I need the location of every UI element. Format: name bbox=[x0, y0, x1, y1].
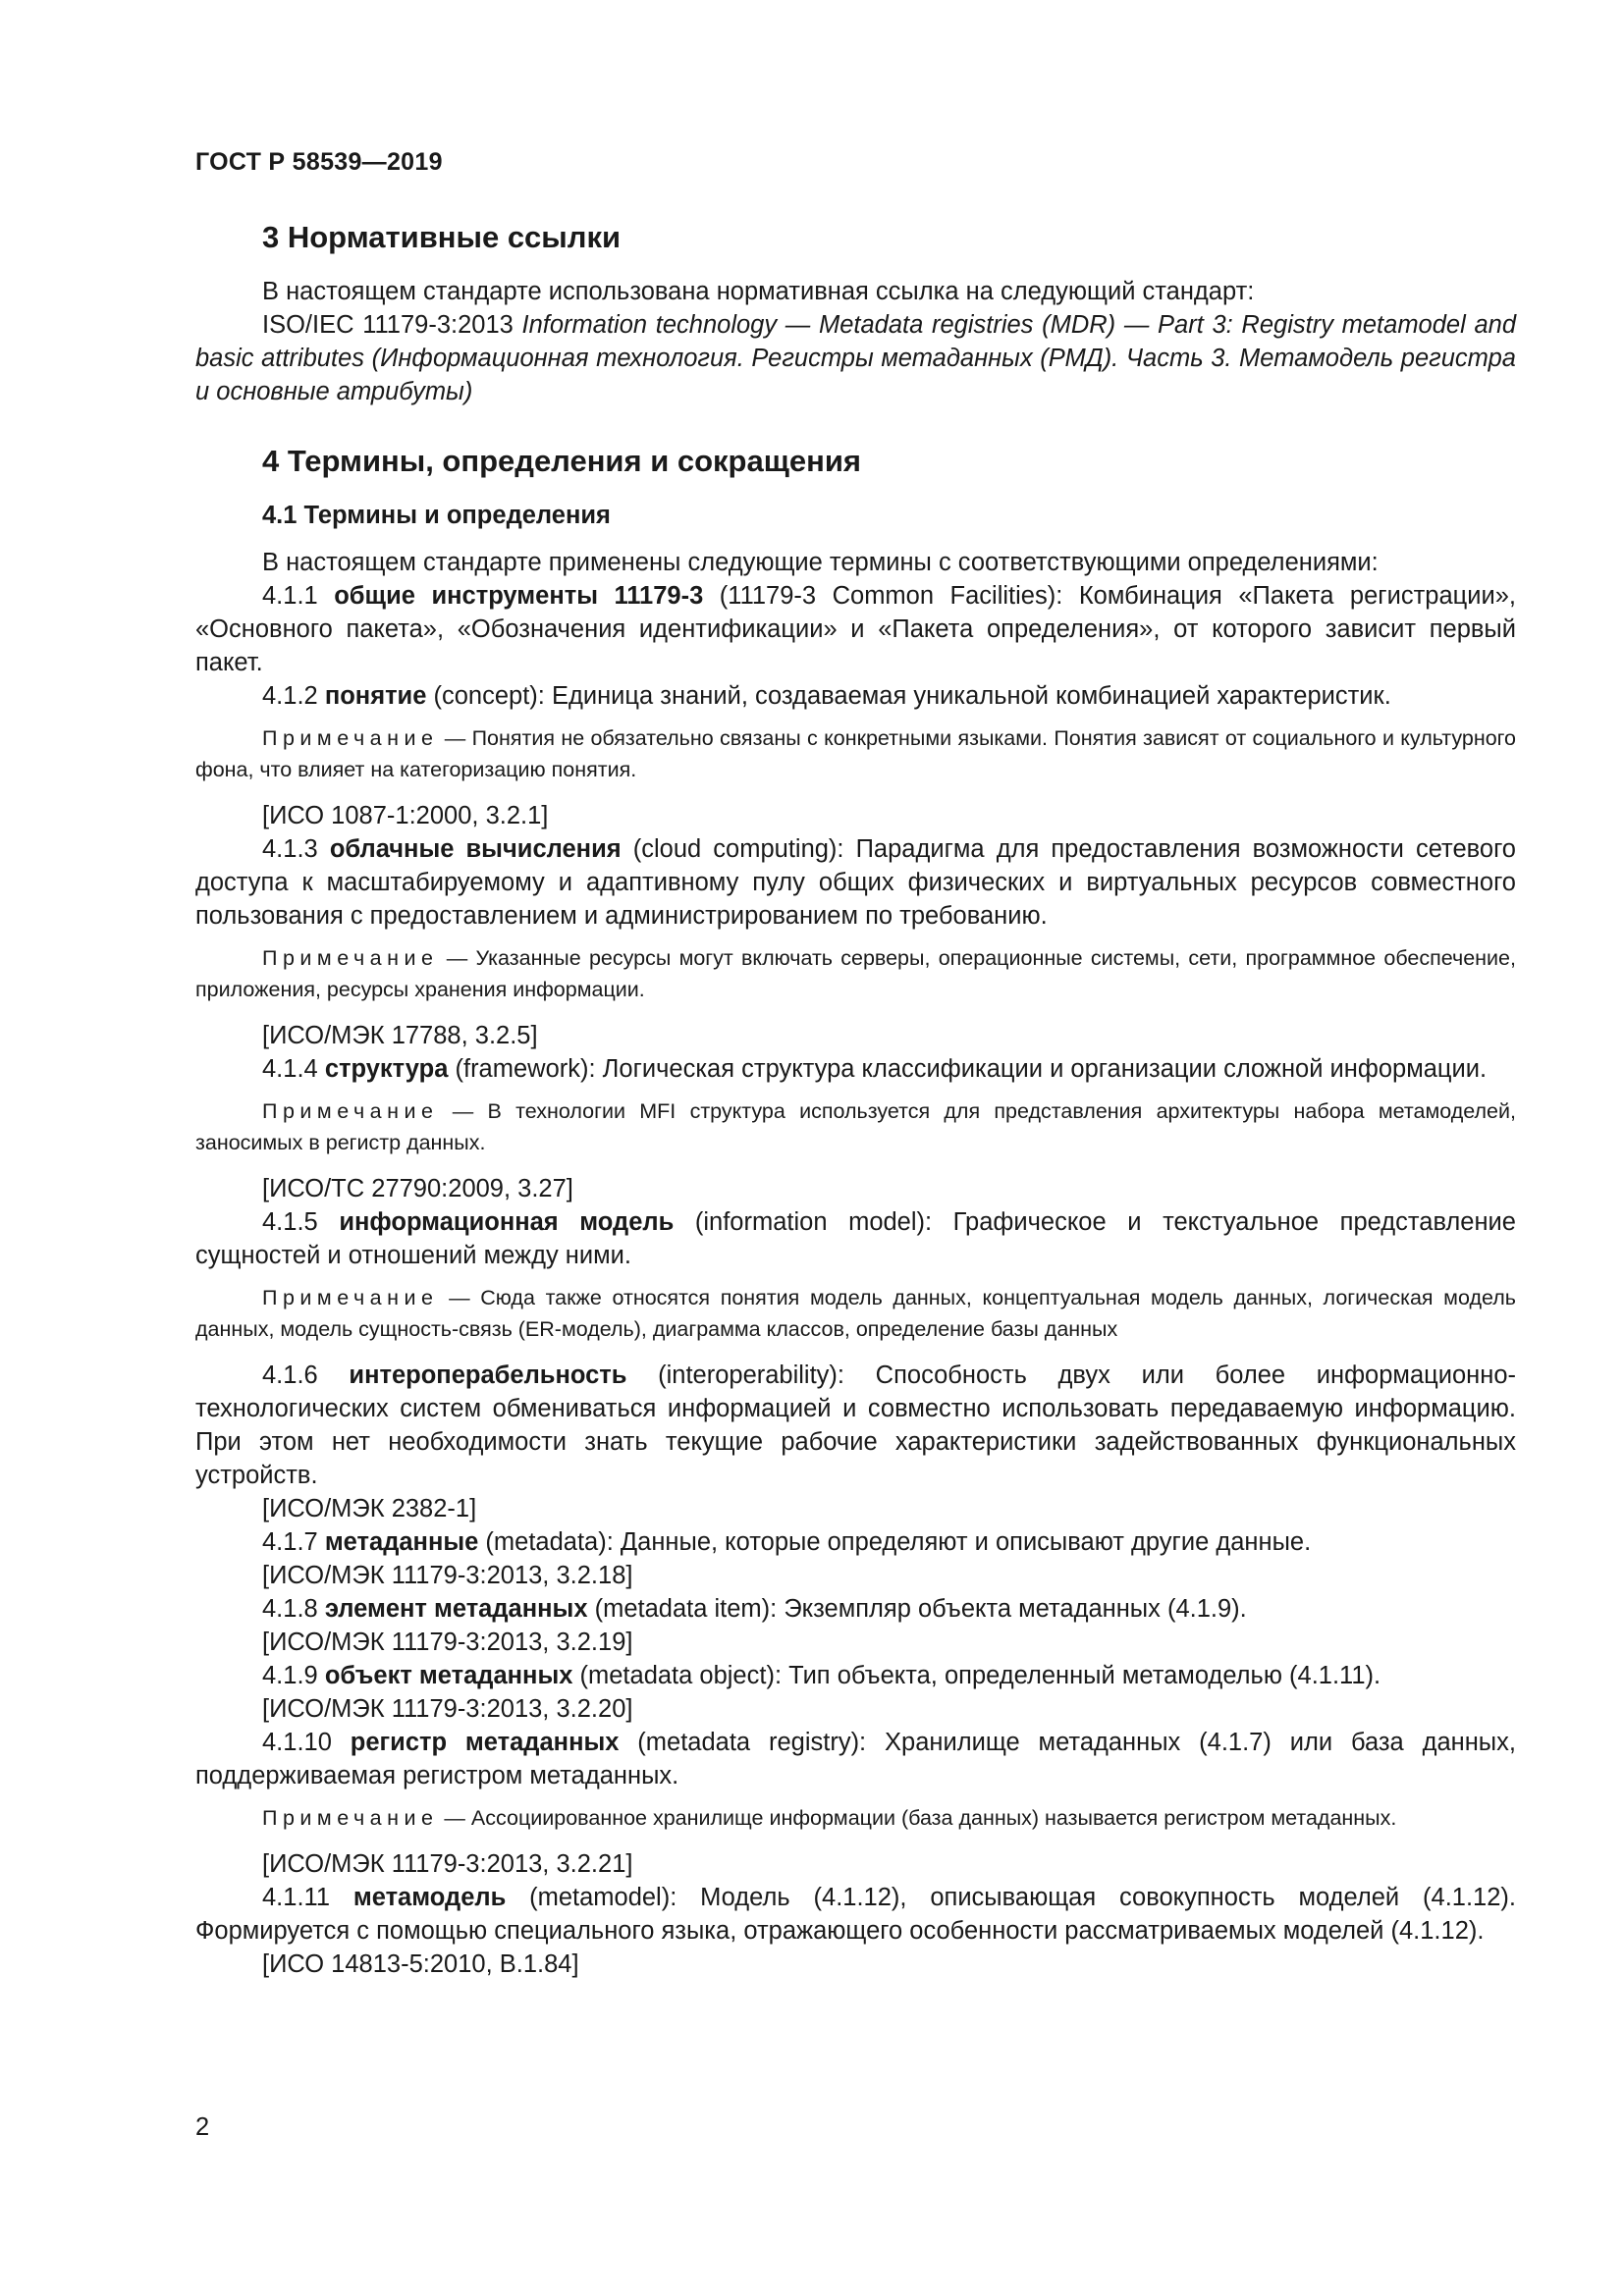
term-entry bbox=[195, 1726, 1516, 1792]
term-number: 4.1.11 bbox=[262, 1884, 331, 1911]
term-entry bbox=[195, 1525, 1516, 1559]
term-entry bbox=[195, 1052, 1516, 1086]
term-entry bbox=[195, 579, 1516, 679]
term-number: 4.1.7 bbox=[262, 1528, 318, 1556]
note-label: Примечание bbox=[262, 726, 439, 750]
term-definition: (metadata): Данные, которые определяют и описывают другие данные. bbox=[478, 1528, 1312, 1556]
term-number: 4.1.3 bbox=[262, 835, 318, 863]
term-definition: (interoperability): Способность двух или более информационно-технологических систем обмениваться информацией и совместно использовать передаваемую информацию. При этом нет необходимости знать текущие рабочие характеристики задействованных функциональных устройств. bbox=[195, 1362, 1516, 1489]
term-name: облачные вычисления bbox=[329, 835, 622, 863]
term-number: 4.1.1 bbox=[262, 582, 318, 610]
section-4-intro: В настоящем стандарте применены следующие термины с соответствующими определениями: bbox=[262, 549, 1379, 576]
term-definition: (metadata item): Экземпляр объекта метаданных (4.1.9). bbox=[587, 1595, 1247, 1623]
term-number: 4.1.4 bbox=[262, 1055, 318, 1083]
term-name: информационная модель bbox=[339, 1208, 675, 1236]
term-source: [ИСО/МЭК 11179-3:2013, 3.2.18] bbox=[262, 1562, 633, 1589]
note-label: Примечание bbox=[262, 1286, 439, 1309]
term-entry bbox=[195, 1205, 1516, 1272]
term-name: метамодель bbox=[352, 1884, 507, 1911]
term-entry bbox=[195, 832, 1516, 933]
term-name: понятие bbox=[324, 682, 427, 710]
term-definition: (framework): Логическая структура классификации и организации сложной информации. bbox=[448, 1055, 1488, 1083]
term-definition: (information model): Графическое и текстуальное представление сущностей и отношений между ними. bbox=[195, 1208, 1516, 1269]
section-3-intro: В настоящем стандарте использована нормативная ссылка на следующий стандарт: bbox=[262, 278, 1255, 305]
reference-title-en: Information technology — Metadata registries (MDR) — Part 3: Registry metamodel and basic attributes bbox=[195, 311, 1516, 372]
page-content bbox=[195, 218, 1516, 1981]
term-definition: (11179-3 Common Facilities): Комбинация «Пакета регистрации», «Основного пакета», «Обозначения идентификации» и «Пакета определения», от которого зависит первый пакет. bbox=[195, 582, 1516, 676]
term-entry bbox=[195, 1592, 1516, 1626]
term-name: метаданные bbox=[324, 1528, 479, 1556]
term-definition: (metadata registry): Хранилище метаданных (4.1.7) или база данных, поддерживаемая регистром метаданных. bbox=[195, 1729, 1516, 1789]
term-entry bbox=[195, 1359, 1516, 1492]
term-definition: (metadata object): Тип объекта, определенный метамоделью (4.1.11). bbox=[572, 1662, 1381, 1689]
section-3-heading: 3 Нормативные ссылки bbox=[262, 220, 622, 254]
note-text: — Понятия не обязательно связаны с конкретными языками. Понятия зависят от социального и культурного фона, что влияет на категоризацию понятия. bbox=[195, 726, 1516, 781]
reference-title-ru: (Информационная технология. Регистры метаданных (РМД). Часть 3. Метамодель регистра и основные атрибуты) bbox=[195, 345, 1516, 405]
term-source: [ИСО/МЭК 17788, 3.2.5] bbox=[262, 1022, 538, 1049]
reference-code: ISO/IEC 11179-3:2013 bbox=[262, 311, 514, 339]
term-note bbox=[195, 1095, 1516, 1158]
term-number: 4.1.2 bbox=[262, 682, 318, 710]
term-note bbox=[195, 722, 1516, 785]
term-number: 4.1.9 bbox=[262, 1662, 318, 1689]
page-number: 2 bbox=[195, 2113, 210, 2141]
term-entry bbox=[195, 1659, 1516, 1692]
term-definition: (metamodel): Модель (4.1.12), описывающая совокупность моделей (4.1.12). Формируется с помощью специального языка, отражающего особенности рассматриваемых моделей (4.1.12). bbox=[195, 1884, 1516, 1945]
term-source: [ИСО/МЭК 11179-3:2013, 3.2.20] bbox=[262, 1695, 633, 1723]
term-definition: (cloud computing): Парадигма для предоставления возможности сетевого доступа к масштабируемому и адаптивному пулу общих физических и виртуальных ресурсов совместного пользования с предоставлением и администрированием по требованию. bbox=[195, 835, 1516, 930]
note-label: Примечание bbox=[262, 946, 439, 970]
term-source: [ИСО/МЭК 2382-1] bbox=[262, 1495, 477, 1522]
term-note bbox=[195, 942, 1516, 1005]
term-name: структура bbox=[324, 1055, 449, 1083]
term-name: регистр метаданных bbox=[350, 1729, 620, 1756]
term-name: элемент метаданных bbox=[324, 1595, 588, 1623]
note-label: Примечание bbox=[262, 1806, 439, 1830]
term-name: общие инструменты 11179-3 bbox=[334, 582, 704, 610]
term-source: [ИСО/МЭК 11179-3:2013, 3.2.21] bbox=[262, 1850, 633, 1878]
term-definition: (concept): Единица знаний, создаваемая уникальной комбинацией характеристик. bbox=[426, 682, 1391, 710]
note-text: — В технологии MFI структура используется для представления архитектуры набора метамоделей, заносимых в регистр данных. bbox=[195, 1099, 1516, 1154]
term-number: 4.1.6 bbox=[262, 1362, 318, 1389]
term-note bbox=[195, 1282, 1516, 1345]
note-text: — Ассоциированное хранилище информации (база данных) называется регистром метаданных. bbox=[438, 1806, 1397, 1830]
subsection-4-1-heading: 4.1 Термины и определения bbox=[262, 502, 611, 529]
section-4-heading: 4 Термины, определения и сокращения bbox=[262, 444, 861, 478]
term-name: интероперабельность bbox=[349, 1362, 627, 1389]
term-entry bbox=[195, 679, 1516, 713]
normative-reference bbox=[195, 308, 1516, 408]
term-number: 4.1.5 bbox=[262, 1208, 318, 1236]
term-source: [ИСО 1087-1:2000, 3.2.1] bbox=[262, 802, 549, 829]
term-entry bbox=[195, 1881, 1516, 1948]
term-name: объект метаданных bbox=[324, 1662, 573, 1689]
term-note bbox=[195, 1802, 1516, 1834]
note-text: — Сюда также относятся понятия модель данных, концептуальная модель данных, логическая модель данных, модель сущность-связь (ER-модель), диаграмма классов, определение базы данных bbox=[195, 1286, 1516, 1341]
document-code-header: ГОСТ Р 58539—2019 bbox=[195, 148, 443, 176]
note-label: Примечание bbox=[262, 1099, 439, 1123]
term-number: 4.1.8 bbox=[262, 1595, 318, 1623]
term-source: [ИСО/ТС 27790:2009, 3.27] bbox=[262, 1175, 573, 1202]
term-source: [ИСО/МЭК 11179-3:2013, 3.2.19] bbox=[262, 1629, 633, 1656]
note-text: — Указанные ресурсы могут включать серверы, операционные системы, сети, программное обеспечение, приложения, ресурсы хранения информации. bbox=[195, 946, 1516, 1001]
term-source: [ИСО 14813-5:2010, B.1.84] bbox=[262, 1950, 579, 1978]
term-number: 4.1.10 bbox=[262, 1729, 332, 1756]
